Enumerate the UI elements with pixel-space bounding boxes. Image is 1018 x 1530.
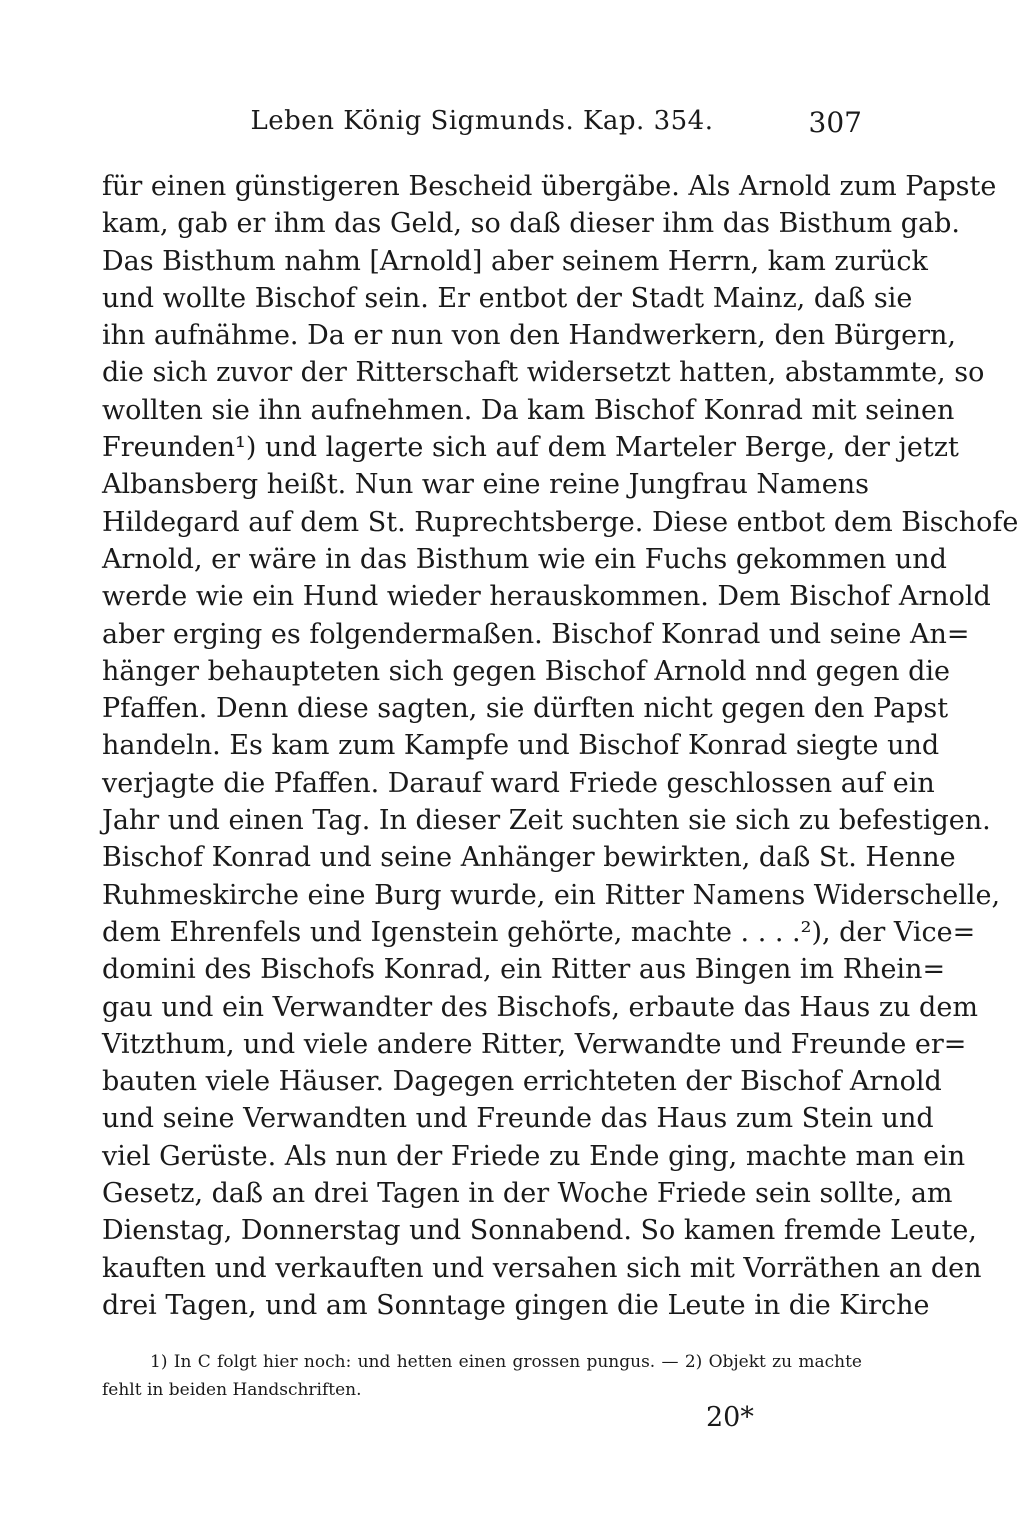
text-line: bauten viele Häuser. Dagegen errichteten der Bischof Arnold [102, 1066, 942, 1098]
text-line: die sich zuvor der Ritterschaft widersetzt hatten, abstammte, so [102, 357, 985, 389]
text-line: für einen günstigeren Bescheid übergäbe. Als Arnold zum Papste [102, 171, 997, 202]
text-line: Freunden¹) und lagerte sich auf dem Marteler Berge, der jetzt [102, 432, 959, 464]
footnote-line: fehlt in beiden Handschriften. [102, 1380, 362, 1400]
text-line: Dienstag, Donnerstag und Sonnabend. So kamen fremde Leute, [102, 1215, 977, 1247]
footnotes [102, 1348, 862, 1404]
text-line: Vitzthum, und viele andere Ritter, Verwandte und Freunde er= [102, 1028, 967, 1060]
text-line: domini des Bischofs Konrad, ein Ritter aus Bingen im Rhein= [102, 954, 946, 986]
running-head [102, 100, 862, 148]
text-line: und seine Verwandten und Freunde das Haus zum Stein und [102, 1103, 934, 1135]
text-line: kam, gab er ihm das Geld, so daß dieser ihm das Bisthum gab. [102, 208, 960, 240]
text-line: Jahr und einen Tag. In dieser Zeit suchten sie sich zu befestigen. [102, 805, 991, 837]
text-line: Hildegard auf dem St. Ruprechtsberge. Diese entbot dem Bischofe [102, 506, 1018, 538]
text-line: aber erging es folgendermaßen. Bischof Konrad und seine An= [102, 618, 970, 650]
text-line: Gesetz, daß an drei Tagen in der Woche Friede sein sollte, am [102, 1178, 953, 1210]
text-line: dem Ehrenfels und Igenstein gehörte, machte . . . .²), der Vice= [102, 916, 976, 948]
text-line: Bischof Konrad und seine Anhänger bewirkten, daß St. Henne [102, 842, 956, 874]
text-line: werde wie ein Hund wieder herauskommen. Dem Bischof Arnold [102, 581, 991, 613]
text-line: Pfaffen. Denn diese sagten, sie dürften nicht gegen den Papst [102, 693, 949, 725]
text-line: kauften und verkauften und versahen sich mit Vorräthen an den [102, 1252, 982, 1284]
text-line: viel Gerüste. Als nun der Friede zu Ende ging, machte man ein [102, 1140, 966, 1172]
text-line: ihn aufnähme. Da er nun von den Handwerkern, den Bürgern, [102, 320, 956, 352]
text-line: gau und ein Verwandter des Bischofs, erbaute das Haus zu dem [102, 991, 978, 1023]
text-line: und wollte Bischof sein. Er entbot der Stadt Mainz, daß sie [102, 282, 913, 314]
footnote-line: 1) In C folgt hier noch: und hetten einen grossen pungus. — 2) Objekt zu machte [150, 1352, 862, 1372]
text-line: handeln. Es kam zum Kampfe und Bischof Konrad siegte und [102, 730, 940, 762]
text-line: Albansberg heißt. Nun war eine reine Jungfrau Namens [102, 469, 869, 501]
signature-mark: 20* [706, 1402, 754, 1433]
text-line: Arnold, er wäre in das Bisthum wie ein Fuchs gekommen und [102, 543, 947, 575]
text-line: verjagte die Pfaffen. Darauf ward Friede geschlossen auf ein [102, 767, 935, 799]
text-line: hänger behaupteten sich gegen Bischof Arnold nnd gegen die [102, 655, 951, 687]
body-text [102, 168, 1018, 1324]
text-line: wollten sie ihn aufnehmen. Da kam Bischof Konrad mit seinen [102, 394, 955, 426]
page-number: 307 [808, 106, 862, 139]
text-line: drei Tagen, und am Sonntage gingen die Leute in die Kirche [102, 1289, 930, 1321]
text-line: Das Bisthum nahm [Arnold] aber seinem Herrn, kam zurück [102, 245, 928, 277]
running-title: Leben König Sigmunds. Kap. 354. [250, 106, 714, 136]
text-line: Ruhmeskirche eine Burg wurde, ein Ritter Namens Widerschelle, [102, 879, 1001, 911]
